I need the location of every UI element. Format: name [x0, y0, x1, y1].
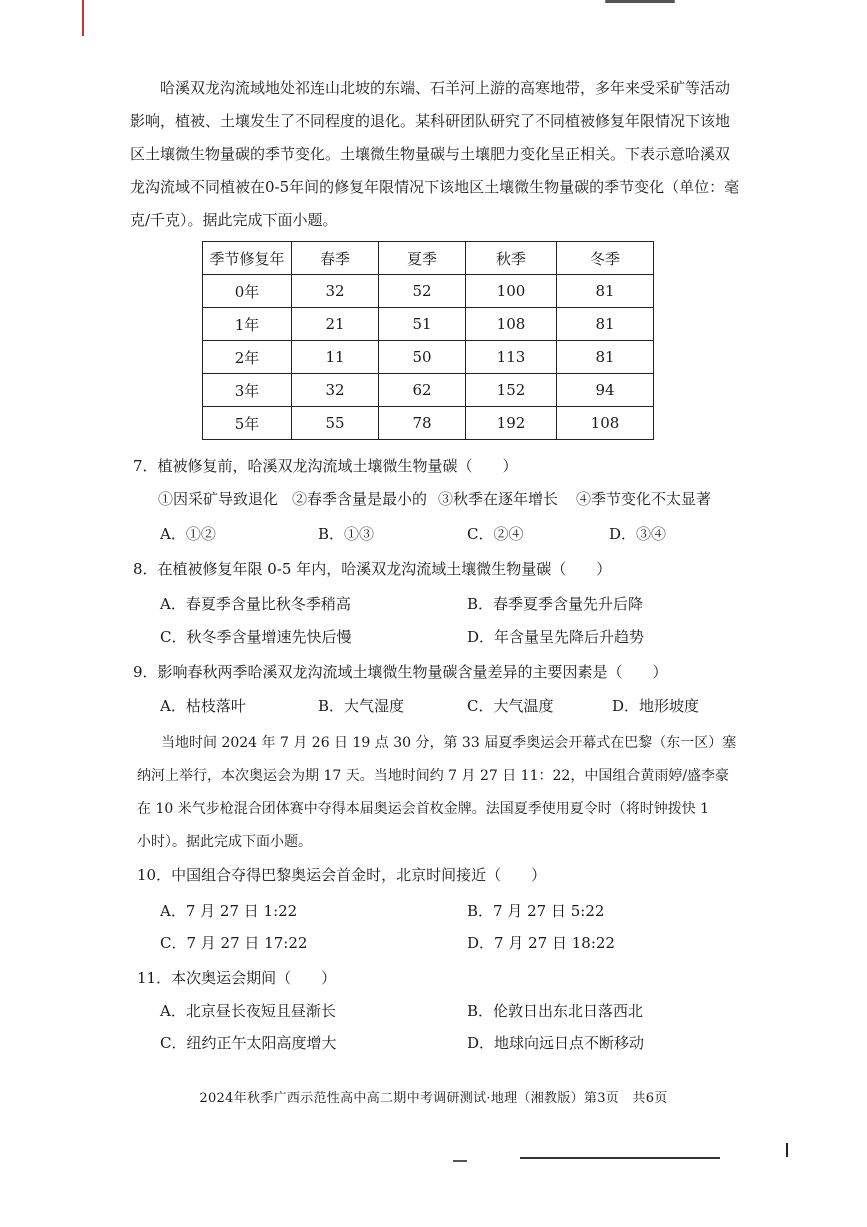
question-7-stem: 7．植被修复前，哈溪双龙沟流域土壤微生物量碳（ ）	[133, 457, 518, 475]
table-cell: 11	[292, 341, 379, 374]
table-cell: 3年	[203, 374, 292, 407]
table-cell: 1年	[203, 308, 292, 341]
table-cell: 152	[466, 374, 557, 407]
question-7-item: ①因采矿导致退化	[158, 490, 279, 508]
question-7-option-a[interactable]: A．①②	[160, 525, 216, 543]
table-cell: 62	[379, 374, 466, 407]
question-11-option-b[interactable]: B．伦敦日出东北日落西北	[467, 1002, 644, 1020]
passage-line: 克/千克）。据此完成下面小题。	[130, 211, 338, 229]
question-11-option-a[interactable]: A．北京昼长夜短且昼渐长	[160, 1002, 336, 1020]
question-7-option-b[interactable]: B．①③	[318, 525, 375, 543]
passage-line: 区土壤微生物量碳的季节变化。土壤微生物量碳与土壤肥力变化呈正相关。下表示意哈溪双	[130, 145, 731, 163]
scan-edge-mark	[82, 0, 84, 36]
table-row	[203, 341, 654, 374]
question-9-stem: 9．影响春秋两季哈溪双龙沟流域土壤微生物量碳含量差异的主要因素是（ ）	[133, 663, 668, 681]
question-8-option-c[interactable]: C．秋冬季含量增速先快后慢	[160, 628, 352, 646]
passage-line: 在 10 米气步枪混合团体赛中夺得本届奥运会首枚金牌。法国夏季使用夏令时（将时钟拨快 1	[137, 801, 710, 817]
question-7-option-d[interactable]: D．③④	[609, 525, 667, 543]
question-7-option-c[interactable]: C．②④	[467, 525, 524, 543]
table-cell: 51	[379, 308, 466, 341]
question-7-item: ②春季含量是最小的	[292, 490, 428, 508]
table-header-row	[203, 242, 654, 275]
passage-1	[130, 72, 740, 237]
passage-line: 影响，植被、土壤发生了不同程度的退化。某科研团队研究了不同植被修复年限情况下该地	[130, 112, 731, 130]
table-cell: 0年	[203, 275, 292, 308]
table-cell: 5年	[203, 407, 292, 440]
question-9-option-c[interactable]: C．大气温度	[467, 697, 554, 715]
question-8-option-d[interactable]: D．年含量呈先降后升趋势	[467, 628, 645, 646]
question-10-option-b[interactable]: B．7 月 27 日 5:22	[467, 902, 605, 920]
table-cell: 2年	[203, 341, 292, 374]
passage-line: 小时）。据此完成下面小题。	[137, 834, 312, 850]
table-cell: 100	[466, 275, 557, 308]
question-11-option-c[interactable]: C．纽约正午太阳高度增大	[160, 1034, 337, 1052]
question-11-stem: 11．本次奥运会期间（ ）	[137, 969, 337, 987]
question-8-option-a[interactable]: A．春夏季含量比秋冬季稍高	[160, 595, 351, 613]
table-header-cell: 冬季	[557, 242, 654, 275]
passage-line: 纳河上举行，本次奥运会为期 17 天。当地时间约 7 月 27 日 11：22，中国组合黄雨婷/盛李豪	[137, 768, 730, 784]
table-cell: 55	[292, 407, 379, 440]
table-cell: 113	[466, 341, 557, 374]
table-header-cell: 秋季	[466, 242, 557, 275]
scan-edge-mark	[786, 1143, 788, 1157]
table-cell: 108	[557, 407, 654, 440]
table-cell: 50	[379, 341, 466, 374]
table-header-cell: 季节修复年	[203, 242, 292, 275]
table-row	[203, 308, 654, 341]
question-10-option-d[interactable]: D．7 月 27 日 18:22	[467, 934, 615, 952]
question-9-option-b[interactable]: B．大气湿度	[318, 697, 405, 715]
table-cell: 32	[292, 275, 379, 308]
table-cell: 32	[292, 374, 379, 407]
passage-line: 当地时间 2024 年 7 月 26 日 19 点 30 分，第 33 届夏季奥运会开幕式在巴黎（东一区）塞	[161, 735, 737, 751]
page-footer: 2024年秋季广西示范性高中高二期中考调研测试·地理（湘教版）第3页 共6页	[199, 1091, 668, 1106]
question-7-item: ③秋季在逐年增长	[438, 490, 559, 508]
passage-2	[137, 727, 737, 859]
table-row	[203, 407, 654, 440]
table-header-cell: 春季	[292, 242, 379, 275]
scan-smudge	[453, 1160, 467, 1162]
table-cell: 81	[557, 308, 654, 341]
scan-smudge	[605, 0, 675, 3]
question-10-option-c[interactable]: C．7 月 27 日 17:22	[160, 934, 308, 952]
table-cell: 94	[557, 374, 654, 407]
scan-smudge	[520, 1157, 720, 1159]
question-8-stem: 8．在植被修复年限 0-5 年内，哈溪双龙沟流域土壤微生物量碳（ ）	[133, 560, 612, 578]
question-7-item: ④季节变化不太显著	[576, 490, 712, 508]
table-header-cell: 夏季	[379, 242, 466, 275]
table-cell: 21	[292, 308, 379, 341]
question-9-option-a[interactable]: A．枯枝落叶	[160, 697, 246, 715]
passage-line: 龙沟流域不同植被在0-5年间的修复年限情况下该地区土壤微生物量碳的季节变化（单位：毫	[130, 178, 740, 196]
table-cell: 192	[466, 407, 557, 440]
table-row	[203, 275, 654, 308]
table-row	[203, 374, 654, 407]
soil-carbon-table	[202, 241, 654, 440]
table-cell: 81	[557, 341, 654, 374]
table-cell: 108	[466, 308, 557, 341]
table-cell: 78	[379, 407, 466, 440]
table-cell: 81	[557, 275, 654, 308]
question-8-option-b[interactable]: B．春季夏季含量先升后降	[467, 595, 644, 613]
passage-line: 哈溪双龙沟流域地处祁连山北坡的东端、石羊河上游的高寒地带，多年来受采矿等活动	[160, 79, 731, 97]
question-11-option-d[interactable]: D．地球向远日点不断移动	[467, 1034, 645, 1052]
question-10-stem: 10．中国组合夺得巴黎奥运会首金时，北京时间接近（ ）	[137, 866, 547, 884]
question-10-option-a[interactable]: A．7 月 27 日 1:22	[160, 902, 298, 920]
table-cell: 52	[379, 275, 466, 308]
question-9-option-d[interactable]: D．地形坡度	[612, 697, 700, 715]
